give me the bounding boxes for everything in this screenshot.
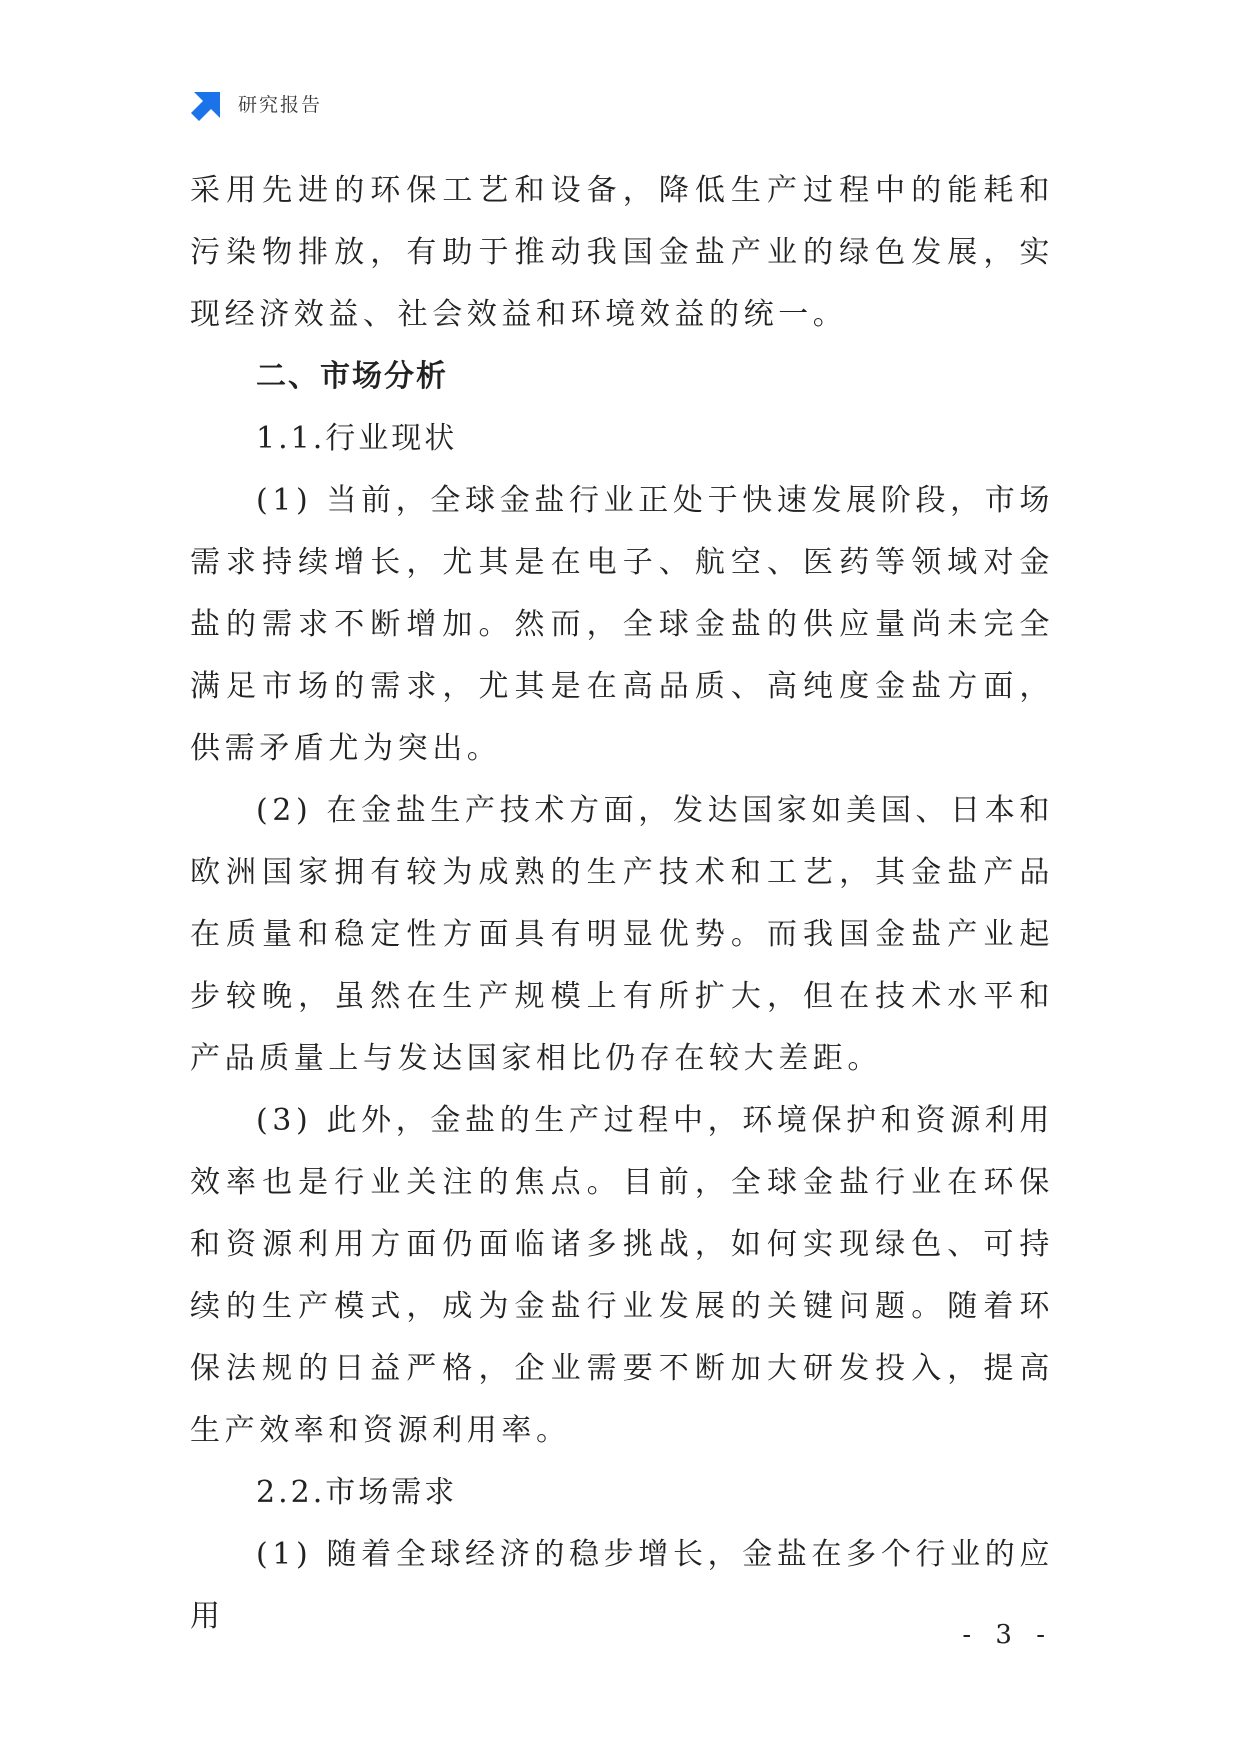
header-title: 研究报告 (238, 94, 323, 116)
paragraph-1: (1) 当前，全球金盐行业正处于快速发展阶段，市场需求持续增长，尤其是在电子、航空、医药等领域对金盐的需求不断增加。然而，全球金盐的供应量尚未完全满足市场的需求，尤其是在高品质、高纯度金盐方面，供需矛盾尤为突出。 (190, 483, 1054, 766)
arrow-up-right-icon (190, 88, 224, 122)
paragraph-2: (2) 在金盐生产技术方面，发达国家如美国、日本和欧洲国家拥有较为成熟的生产技术和工艺，其金盐产品在质量和稳定性方面具有明显优势。而我国金盐产业起步较晚，虽然在生产规模上有所扩大，但在技术水平和产品质量上与发达国家相比仍存在较大差距。 (190, 793, 1054, 1076)
section-title: 二、市场分析 (256, 359, 448, 394)
paragraph-3: (3) 此外，金盐的生产过程中，环境保护和资源利用效率也是行业关注的焦点。目前，全球金盐行业在环保和资源利用方面仍面临诸多挑战，如何实现绿色、可持续的生产模式，成为金盐行业发展的关键问题。随着环保法规的日益严格，企业需要不断加大研发投入，提高生产效率和资源利用率。 (190, 1103, 1054, 1448)
paragraph-intro: 采用先进的环保工艺和设备，降低生产过程中的能耗和污染物排放，有助于推动我国金盐产业的绿色发展，实现经济效益、社会效益和环境效益的统一。 (190, 173, 1054, 332)
subsection-title-industry-status: 1.1.行业现状 (256, 421, 458, 456)
paragraph-4: (1) 随着全球经济的稳步增长，金盐在多个行业的应用 (190, 1537, 1054, 1634)
subsection-title-market-demand: 2.2.市场需求 (256, 1475, 458, 1510)
page-header (190, 88, 322, 122)
document-body (190, 160, 1054, 1648)
page-number: - 3 - (962, 1620, 1053, 1650)
